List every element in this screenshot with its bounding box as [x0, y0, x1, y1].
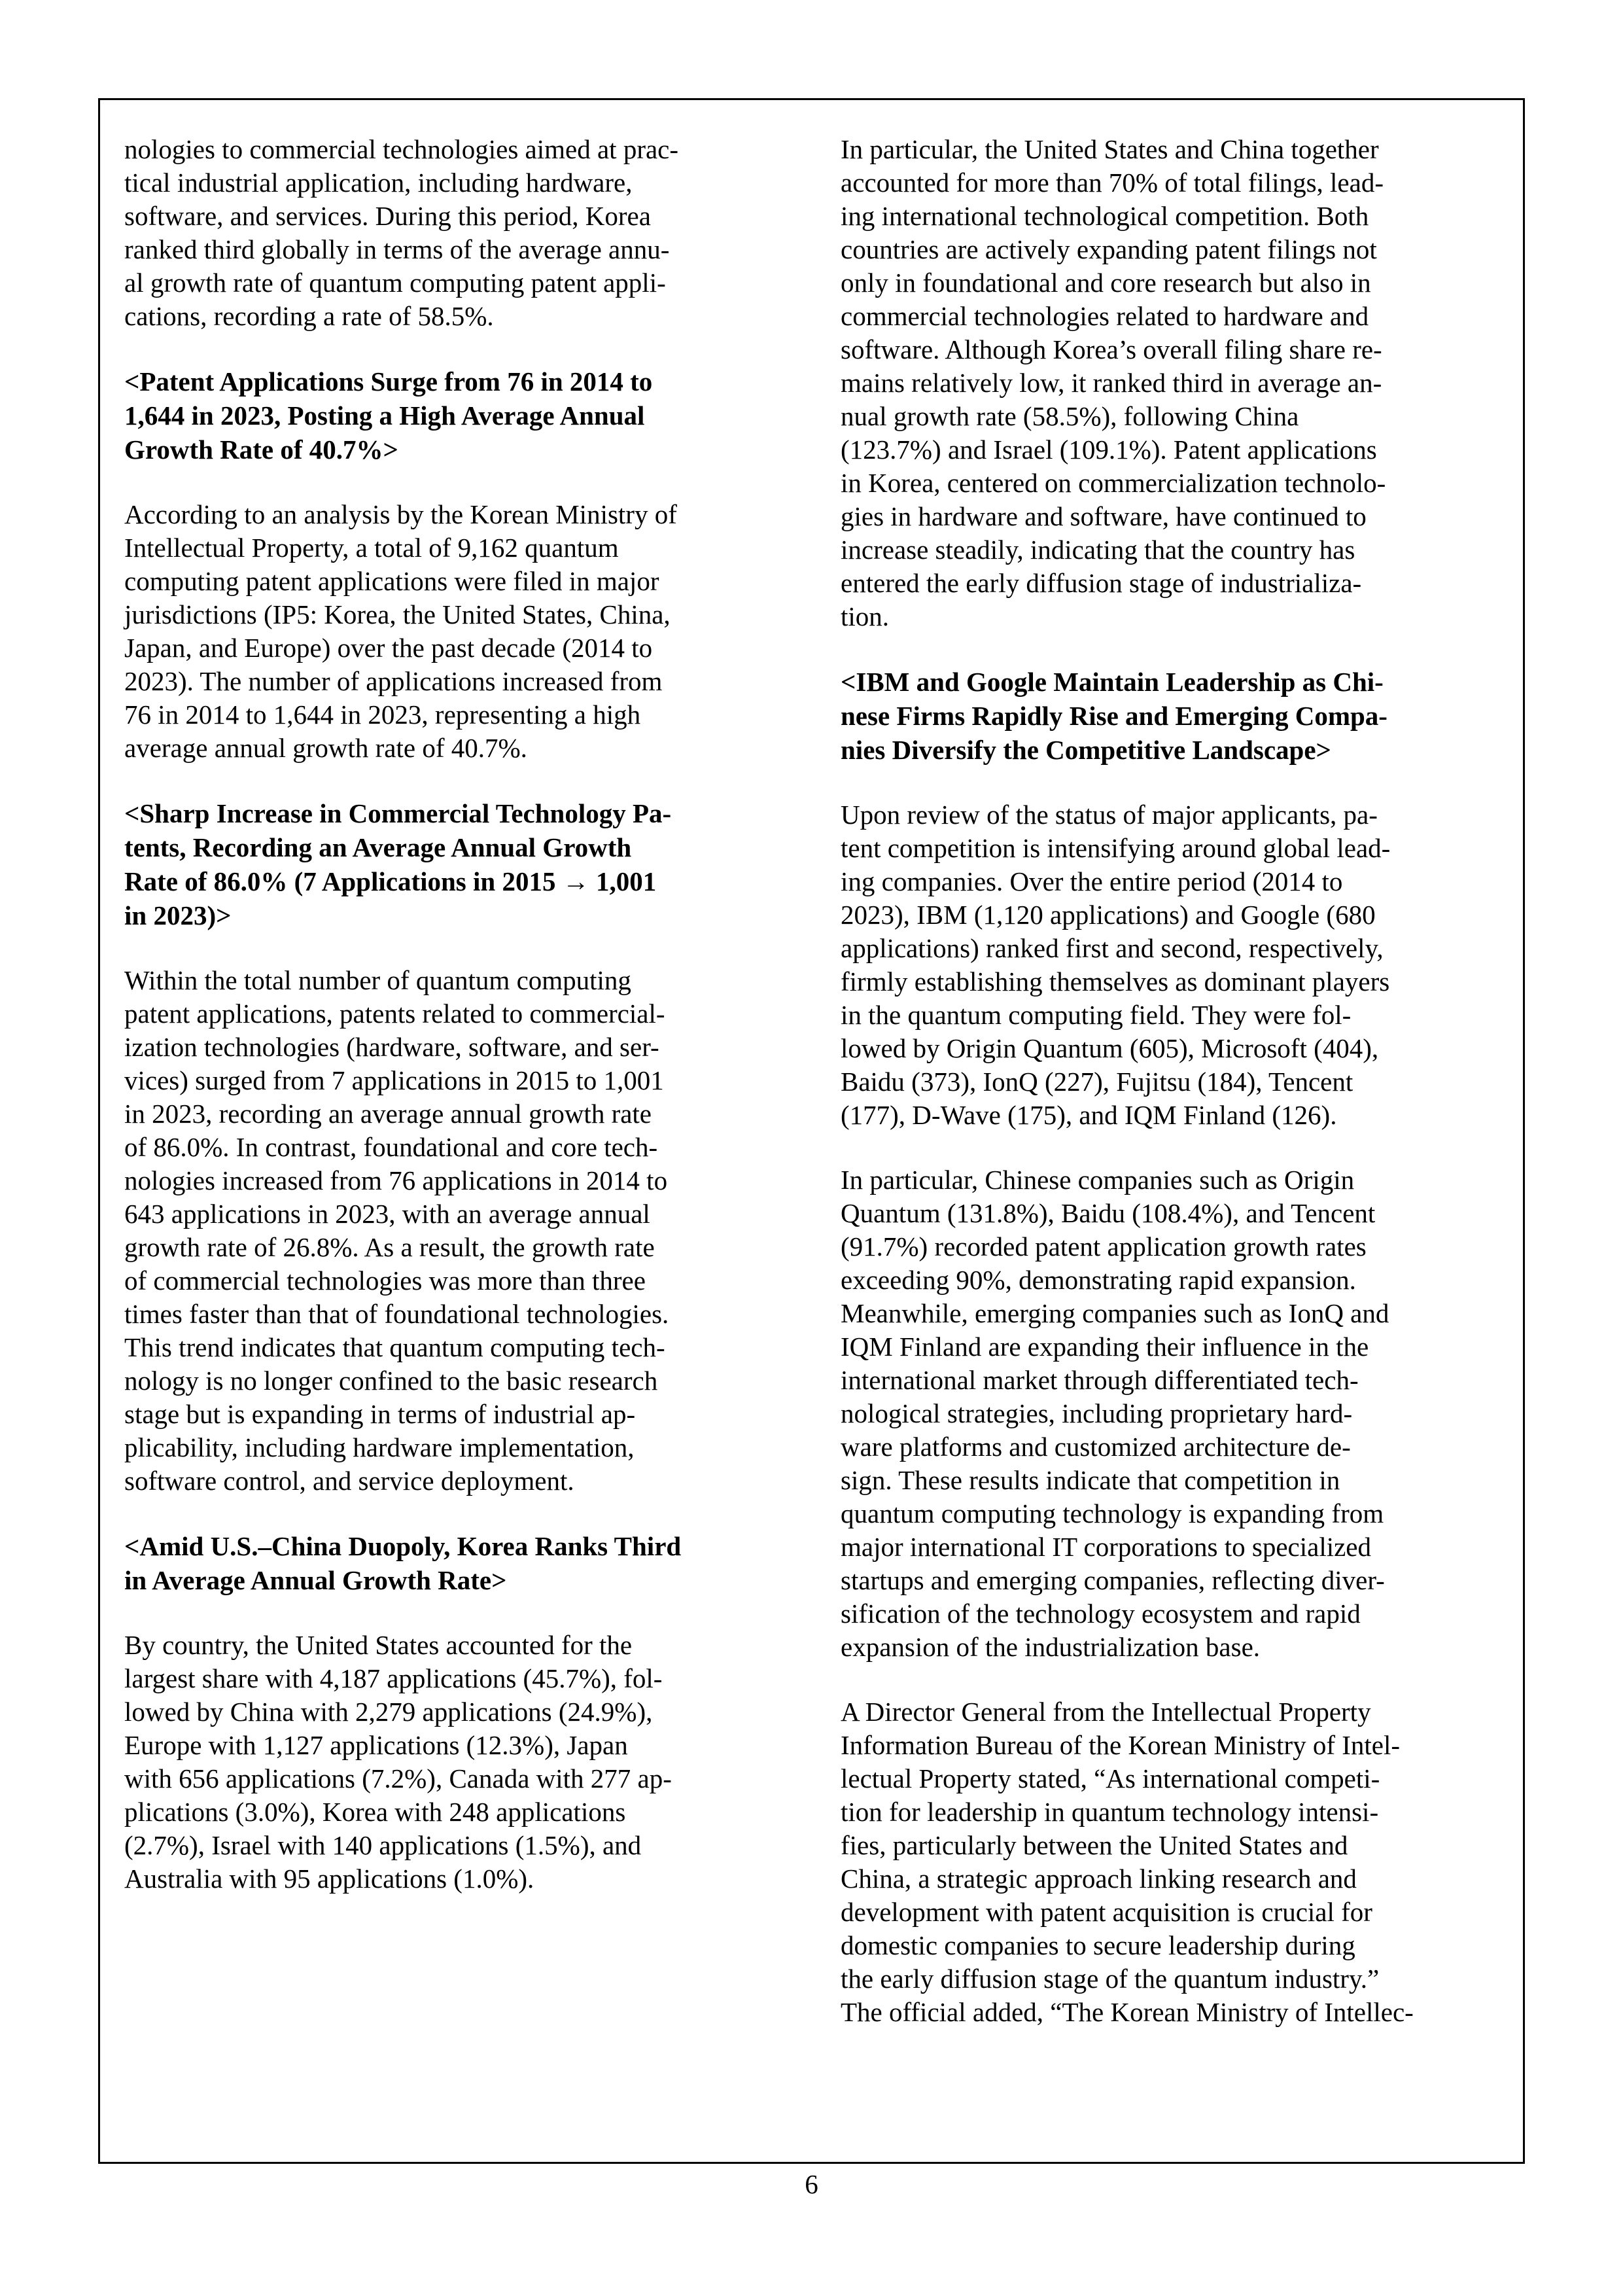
text-line: software. Although Korea’s overall filing share re-: [841, 334, 1382, 364]
text-line: tion.: [841, 601, 890, 631]
text-line: 643 applications in 2023, with an average annual: [124, 1199, 650, 1229]
text-line: sification of the technology ecosystem and rapid: [841, 1598, 1361, 1629]
text-line: accounted for more than 70% of total filings, lead-: [841, 168, 1384, 198]
paragraph: [124, 498, 779, 765]
text-line: the early diffusion stage of the quantum industry.”: [841, 1964, 1380, 1994]
text-line: Quantum (131.8%), Baidu (108.4%), and Tencent: [841, 1198, 1376, 1228]
text-line: tion for leadership in quantum technology intensi-: [841, 1797, 1379, 1827]
text-line: exceeding 90%, demonstrating rapid expansion.: [841, 1265, 1356, 1295]
text-line: international market through differentiated tech-: [841, 1365, 1359, 1395]
text-line: average annual growth rate of 40.7%.: [124, 733, 527, 763]
text-line: countries are actively expanding patent filings not: [841, 234, 1377, 264]
text-line: (91.7%) recorded patent application growth rates: [841, 1231, 1367, 1262]
text-line: only in foundational and core research but also in: [841, 268, 1371, 298]
text-line: Rate of 86.0% (7 Applications in 2015 → 1,001: [124, 866, 657, 896]
text-line: Baidu (373), IonQ (227), Fujitsu (184), Tencent: [841, 1067, 1353, 1097]
text-line: growth rate of 26.8%. As a result, the growth rate: [124, 1232, 655, 1262]
text-line: nual growth rate (58.5%), following China: [841, 401, 1299, 431]
text-line: expansion of the industrialization base.: [841, 1632, 1261, 1662]
text-line: (177), D-Wave (175), and IQM Finland (126).: [841, 1100, 1337, 1130]
text-line: of commercial technologies was more than three: [124, 1265, 646, 1296]
text-line: Australia with 95 applications (1.0%).: [124, 1863, 534, 1894]
text-line: lowed by Origin Quantum (605), Microsoft (404),: [841, 1033, 1379, 1063]
text-line: in 2023, recording an average annual growth rate: [124, 1099, 652, 1129]
text-line: of 86.0%. In contrast, foundational and core tech-: [124, 1132, 658, 1162]
text-line: Japan, and Europe) over the past decade (2014 to: [124, 633, 653, 663]
section-heading: [841, 665, 1495, 767]
text-line: patent applications, patents related to commercial-: [124, 998, 665, 1029]
text-line: development with patent acquisition is crucial for: [841, 1897, 1372, 1927]
text-line: in 2023)>: [124, 900, 232, 930]
text-line: By country, the United States accounted for the: [124, 1630, 633, 1660]
text-line: nies Diversify the Competitive Landscape>: [841, 735, 1331, 765]
text-line: jurisdictions (IP5: Korea, the United States, China,: [124, 599, 671, 629]
text-line: computing patent applications were filed in major: [124, 566, 659, 596]
text-line: In particular, Chinese companies such as Origin: [841, 1165, 1355, 1195]
text-line: A Director General from the Intellectual Property: [841, 1697, 1371, 1727]
text-line: in Korea, centered on commercialization technolo-: [841, 468, 1386, 498]
text-line: <Sharp Increase in Commercial Technology Pa-: [124, 798, 672, 828]
text-line: In particular, the United States and China together: [841, 134, 1379, 164]
text-line: nology is no longer confined to the basic research: [124, 1366, 658, 1396]
text-line: sign. These results indicate that competition in: [841, 1465, 1340, 1495]
text-line: <IBM and Google Maintain Leadership as Chi-: [841, 667, 1384, 697]
text-line: stage but is expanding in terms of industrial ap-: [124, 1399, 636, 1429]
page-border-box: [98, 98, 1525, 2164]
text-line: ware platforms and customized architecture de-: [841, 1432, 1351, 1462]
text-line: 1,644 in 2023, Posting a High Average Annual: [124, 400, 645, 431]
paragraph: [841, 798, 1495, 1132]
text-line: nologies increased from 76 applications in 2014 to: [124, 1165, 668, 1195]
text-line: major international IT corporations to specialized: [841, 1532, 1371, 1562]
text-line: nological strategies, including proprietary hard-: [841, 1398, 1353, 1428]
text-line: firmly establishing themselves as dominant players: [841, 966, 1390, 997]
text-line: tical industrial application, including hardware,: [124, 168, 633, 198]
text-line: increase steadily, indicating that the country has: [841, 535, 1355, 565]
text-line: (2.7%), Israel with 140 applications (1.5%), and: [124, 1830, 642, 1860]
section-heading: [124, 796, 779, 932]
text-line: Growth Rate of 40.7%>: [124, 434, 398, 465]
text-line: plicability, including hardware implementation,: [124, 1432, 635, 1462]
text-line: ization technologies (hardware, software, and ser-: [124, 1032, 659, 1062]
text-line: <Amid U.S.–China Duopoly, Korea Ranks Third: [124, 1531, 682, 1561]
right-column: [841, 133, 1495, 2029]
text-line: vices) surged from 7 applications in 2015 to 1,001: [124, 1065, 664, 1095]
page-number: 6: [805, 2169, 818, 2199]
paragraph: [841, 1163, 1495, 1664]
text-line: IQM Finland are expanding their influence in the: [841, 1332, 1369, 1362]
section-heading: [124, 364, 779, 467]
section-heading: [124, 1529, 779, 1597]
text-line: domestic companies to secure leadership during: [841, 1930, 1355, 1960]
text-line: lectual Property stated, “As international competi-: [841, 1763, 1380, 1793]
text-line: commercial technologies related to hardware and: [841, 301, 1369, 331]
text-line: tent competition is intensifying around global lead-: [841, 833, 1391, 863]
text-line: ranked third globally in terms of the average annu-: [124, 234, 670, 264]
text-line: nese Firms Rapidly Rise and Emerging Compa-: [841, 701, 1387, 731]
text-line: largest share with 4,187 applications (45.7%), fol-: [124, 1663, 663, 1693]
text-line: nologies to commercial technologies aimed at prac-: [124, 134, 679, 164]
text-line: tents, Recording an Average Annual Growth: [124, 832, 632, 862]
text-line: 2023). The number of applications increased from: [124, 666, 663, 696]
text-line: Information Bureau of the Korean Ministry of Intel-: [841, 1730, 1401, 1760]
paragraph: [124, 1629, 779, 1896]
text-line: applications) ranked first and second, respectively,: [841, 933, 1384, 963]
text-line: Within the total number of quantum computing: [124, 965, 631, 995]
text-line: cations, recording a rate of 58.5%.: [124, 301, 494, 331]
text-line: plications (3.0%), Korea with 248 applications: [124, 1797, 626, 1827]
text-line: 2023), IBM (1,120 applications) and Google (680: [841, 900, 1376, 930]
text-line: fies, particularly between the United States and: [841, 1830, 1348, 1860]
text-line: mains relatively low, it ranked third in average an-: [841, 368, 1382, 398]
text-line: China, a strategic approach linking research and: [841, 1863, 1357, 1894]
text-line: Intellectual Property, a total of 9,162 quantum: [124, 533, 619, 563]
text-line: Europe with 1,127 applications (12.3%), Japan: [124, 1730, 628, 1760]
text-line: al growth rate of quantum computing patent appli-: [124, 268, 666, 298]
paragraph: [124, 964, 779, 1498]
text-line: in Average Annual Growth Rate>: [124, 1565, 507, 1595]
text-line: startups and emerging companies, reflecting diver-: [841, 1565, 1385, 1595]
text-line: software control, and service deployment.: [124, 1466, 574, 1496]
text-line: (123.7%) and Israel (109.1%). Patent applications: [841, 434, 1377, 465]
text-line: gies in hardware and software, have continued to: [841, 501, 1367, 531]
text-line: Upon review of the status of major applicants, pa-: [841, 800, 1378, 830]
left-column: [124, 133, 779, 2029]
paragraph: [841, 133, 1495, 633]
text-line: This trend indicates that quantum computing tech-: [124, 1332, 665, 1362]
text-line: Meanwhile, emerging companies such as IonQ and: [841, 1298, 1389, 1328]
text-line: The official added, “The Korean Ministry of Intellec-: [841, 1997, 1414, 2027]
text-line: ing companies. Over the entire period (2014 to: [841, 866, 1343, 896]
two-column-layout: [100, 100, 1523, 2029]
paragraph: [841, 1695, 1495, 2029]
text-line: According to an analysis by the Korean Ministry of: [124, 499, 677, 529]
text-line: lowed by China with 2,279 applications (24.9%),: [124, 1697, 653, 1727]
text-line: with 656 applications (7.2%), Canada with 277 ap-: [124, 1763, 672, 1793]
text-line: quantum computing technology is expanding from: [841, 1498, 1384, 1528]
text-line: <Patent Applications Surge from 76 in 2014 to: [124, 366, 653, 397]
text-line: ing international technological competition. Both: [841, 201, 1369, 231]
text-line: in the quantum computing field. They were fol-: [841, 1000, 1352, 1030]
text-line: entered the early diffusion stage of industrializa-: [841, 568, 1362, 598]
text-line: 76 in 2014 to 1,644 in 2023, representing a high: [124, 699, 641, 730]
text-line: times faster than that of foundational technologies.: [124, 1299, 669, 1329]
paragraph: [124, 133, 779, 333]
text-line: software, and services. During this period, Korea: [124, 201, 651, 231]
